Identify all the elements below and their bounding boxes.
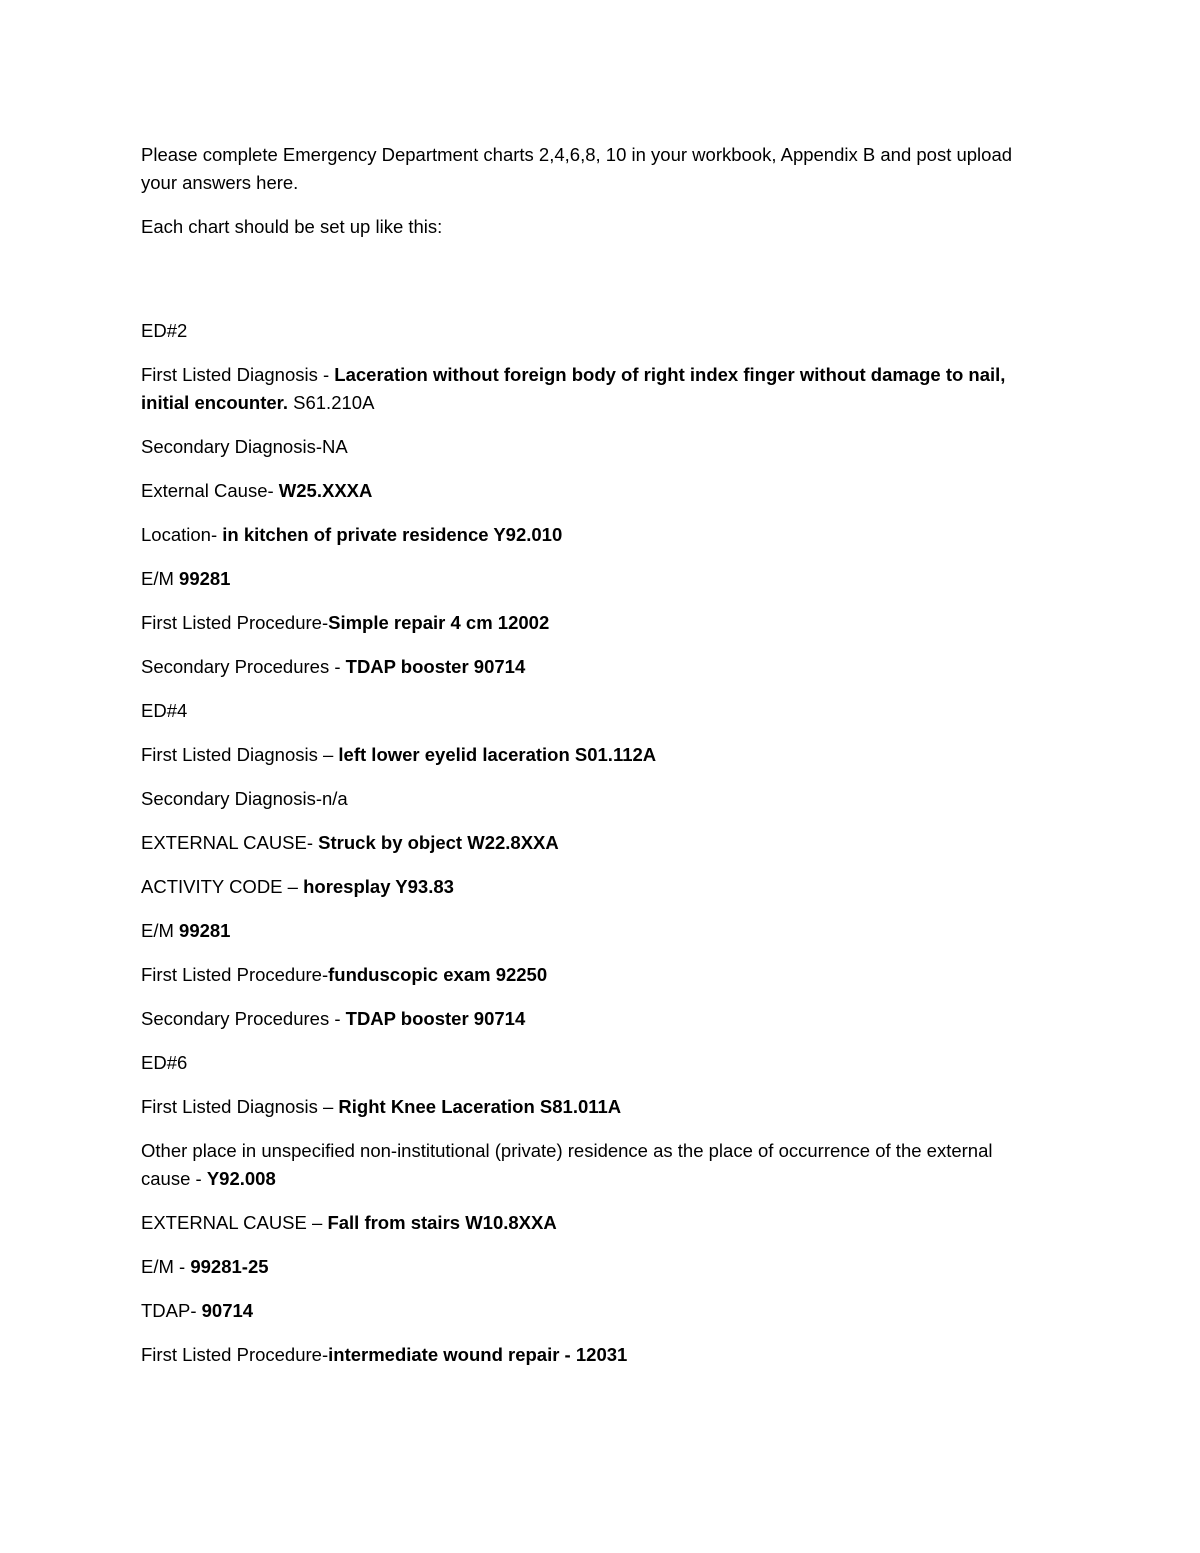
ed4-first-procedure: [141, 961, 1041, 989]
label: E/M: [141, 920, 180, 941]
value: 99281: [179, 568, 231, 589]
value: Simple repair 4 cm 12002: [328, 612, 550, 633]
value: Y92.008: [206, 1168, 276, 1189]
value: horesplay Y93.83: [303, 876, 454, 897]
ed6-external-cause: [141, 1209, 1041, 1237]
value: 99281-25: [190, 1256, 269, 1277]
value: W25.XXXA: [278, 480, 373, 501]
label: Location-: [141, 524, 223, 545]
value: TDAP booster 90714: [345, 1008, 526, 1029]
ed4-activity-code: [141, 873, 1041, 901]
value: Laceration without foreign body of right index finger without damage to nail, initial encounter.: [141, 364, 1006, 413]
ed4-first-diagnosis: [141, 741, 1041, 769]
label: First Listed Procedure-: [141, 964, 329, 985]
ed4-secondary-procedures: [141, 1005, 1041, 1033]
label: Secondary Procedures -: [141, 656, 346, 677]
label: First Listed Procedure-: [141, 1344, 329, 1365]
label: TDAP-: [141, 1300, 202, 1321]
value: 90714: [201, 1300, 254, 1321]
value: Struck by object W22.8XXA: [318, 832, 559, 853]
label: E/M -: [141, 1256, 191, 1277]
value: intermediate wound repair - 12031: [328, 1344, 628, 1365]
label: First Listed Diagnosis –: [141, 744, 339, 765]
ed4-heading: ED#4: [141, 700, 188, 721]
label: E/M: [141, 568, 180, 589]
ed6-heading: ED#6: [141, 1052, 188, 1073]
label: Secondary Procedures -: [141, 1008, 346, 1029]
label: First Listed Diagnosis –: [141, 1096, 339, 1117]
ed2-em: [141, 565, 1041, 593]
ed6-place-of-occurrence: [141, 1137, 1041, 1193]
ed2-first-diagnosis: [141, 361, 1041, 417]
document-body: [141, 141, 1041, 1369]
ed2-external-cause: [141, 477, 1041, 505]
label: Other place in unspecified non-institutional (private) residence as the place of occurrence of the external cause -: [141, 1140, 993, 1189]
intro-setup-note: Each chart should be set up like this:: [141, 216, 443, 237]
ed6-first-diagnosis: [141, 1093, 1041, 1121]
label: EXTERNAL CAUSE-: [141, 832, 319, 853]
ed6-first-procedure: [141, 1341, 1041, 1369]
ed2-location: [141, 521, 1041, 549]
ed4-external-cause: [141, 829, 1041, 857]
value: Right Knee Laceration S81.011A: [338, 1096, 622, 1117]
value: left lower eyelid laceration S01.112A: [338, 744, 657, 765]
label: First Listed Procedure-: [141, 612, 329, 633]
ed2-first-procedure: [141, 609, 1041, 637]
code: S61.210A: [288, 392, 375, 413]
ed6-em: [141, 1253, 1041, 1281]
label: EXTERNAL CAUSE –: [141, 1212, 328, 1233]
label: ACTIVITY CODE –: [141, 876, 304, 897]
label: First Listed Diagnosis -: [141, 364, 335, 385]
value: TDAP booster 90714: [345, 656, 526, 677]
ed2-secondary-diagnosis: Secondary Diagnosis-NA: [141, 436, 348, 457]
value: Fall from stairs W10.8XXA: [327, 1212, 557, 1233]
ed2-secondary-procedures: [141, 653, 1041, 681]
value: funduscopic exam 92250: [328, 964, 548, 985]
ed4-secondary-diagnosis: Secondary Diagnosis-n/a: [141, 788, 348, 809]
ed4-em: [141, 917, 1041, 945]
intro-instructions: Please complete Emergency Department charts 2,4,6,8, 10 in your workbook, Appendix B and post upload your answers here.: [141, 144, 1013, 193]
ed2-heading: ED#2: [141, 320, 188, 341]
value: 99281: [179, 920, 231, 941]
ed6-tdap: [141, 1297, 1041, 1325]
label: External Cause-: [141, 480, 279, 501]
value: in kitchen of private residence Y92.010: [222, 524, 563, 545]
